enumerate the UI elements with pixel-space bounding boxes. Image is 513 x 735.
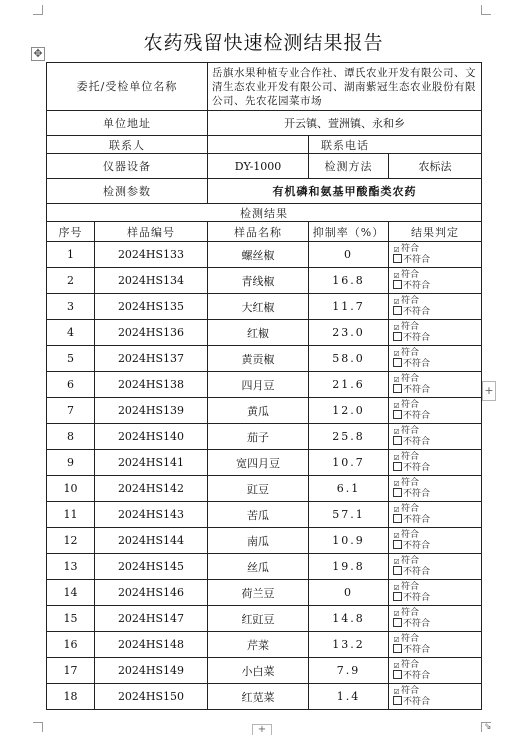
checkbox-icon[interactable]: ☑ [393, 401, 400, 410]
judgement-fail-label: 不符合 [403, 436, 431, 447]
inhibition-rate[interactable]: 6.1 [309, 476, 389, 502]
column-header-no: 序号 [47, 222, 95, 242]
param-value[interactable]: 有机磷和氨基甲酸酯类农药 [208, 179, 482, 204]
judgement-pass-option[interactable] [393, 349, 481, 358]
judgement-pass-option[interactable] [393, 635, 481, 644]
checkbox-icon[interactable]: ☑ [393, 687, 400, 696]
judgement-fail-option[interactable] [393, 332, 481, 343]
sample-id[interactable]: 2024HS135 [95, 294, 208, 320]
table-row [47, 528, 482, 554]
sample-no[interactable]: 1 [47, 242, 95, 268]
client-row [47, 63, 482, 111]
checkbox-icon[interactable] [393, 592, 402, 601]
judgement-fail-option[interactable] [393, 644, 481, 655]
result-rows [47, 242, 482, 710]
inhibition-rate[interactable]: 13.2 [309, 632, 389, 658]
judgement-pass-option[interactable] [393, 297, 481, 306]
checkbox-icon[interactable] [393, 696, 402, 705]
column-header-sample-name: 样品名称 [208, 222, 309, 242]
checkbox-icon[interactable]: ☑ [393, 349, 400, 358]
checkbox-icon[interactable]: ☑ [393, 245, 400, 254]
sample-id[interactable]: 2024HS144 [95, 528, 208, 554]
table-row [47, 268, 482, 294]
judgement-pass-option[interactable] [393, 687, 481, 696]
sample-name[interactable]: 荷兰豆 [208, 580, 309, 606]
page-corner-mark [33, 5, 43, 15]
param-row [47, 179, 482, 204]
judgement-pass-option[interactable] [393, 323, 481, 332]
add-row-icon[interactable]: + [252, 724, 272, 735]
sample-name[interactable]: 大红椒 [208, 294, 309, 320]
checkbox-icon[interactable]: ☑ [393, 531, 400, 540]
inhibition-rate[interactable]: 58.0 [309, 346, 389, 372]
checkbox-icon[interactable] [393, 254, 402, 263]
judgement-cell [389, 320, 482, 346]
judgement-cell [389, 424, 482, 450]
judgement-cell [389, 632, 482, 658]
column-header-row [47, 222, 482, 242]
judgement-pass-label: 符合 [401, 373, 420, 384]
judgement-pass-label: 符合 [401, 607, 420, 618]
checkbox-icon[interactable]: ☑ [393, 505, 400, 514]
sample-id[interactable]: 2024HS141 [95, 450, 208, 476]
judgement-fail-label: 不符合 [403, 410, 431, 421]
judgement-fail-option[interactable] [393, 358, 481, 369]
inhibition-rate[interactable]: 0 [309, 242, 389, 268]
sample-no[interactable]: 11 [47, 502, 95, 528]
judgement-pass-label: 符合 [401, 659, 420, 670]
table-resize-icon[interactable]: ⇘ [484, 722, 492, 732]
method-value[interactable]: 农标法 [389, 154, 482, 179]
judgement-fail-option[interactable] [393, 280, 481, 291]
judgement-pass-label: 符合 [401, 477, 420, 488]
table-row [47, 424, 482, 450]
judgement-cell [389, 268, 482, 294]
checkbox-icon[interactable]: ☑ [393, 479, 400, 488]
checkbox-icon[interactable]: ☑ [393, 661, 400, 670]
contact-row [47, 136, 482, 154]
results-heading-row [47, 204, 482, 222]
inhibition-rate[interactable]: 21.6 [309, 372, 389, 398]
judgement-fail-option[interactable] [393, 462, 481, 473]
judgement-fail-option[interactable] [393, 384, 481, 395]
judgement-pass-label: 符合 [401, 243, 420, 254]
sample-name[interactable]: 南瓜 [208, 528, 309, 554]
judgement-cell [389, 502, 482, 528]
judgement-pass-label: 符合 [401, 347, 420, 358]
sample-no[interactable]: 6 [47, 372, 95, 398]
sample-id[interactable]: 2024HS146 [95, 580, 208, 606]
table-row [47, 346, 482, 372]
judgement-fail-option[interactable] [393, 410, 481, 421]
judgement-pass-label: 符合 [401, 633, 420, 644]
table-row [47, 294, 482, 320]
table-row [47, 450, 482, 476]
sample-no[interactable]: 17 [47, 658, 95, 684]
page-corner-mark [33, 722, 43, 732]
checkbox-icon[interactable]: ☑ [393, 583, 400, 592]
sample-no[interactable]: 2 [47, 268, 95, 294]
judgement-cell [389, 242, 482, 268]
inhibition-rate[interactable]: 16.8 [309, 268, 389, 294]
sample-id[interactable]: 2024HS142 [95, 476, 208, 502]
client-label: 委托/受检单位名称 [47, 63, 208, 111]
judgement-cell [389, 450, 482, 476]
sample-no[interactable]: 14 [47, 580, 95, 606]
sample-no[interactable]: 12 [47, 528, 95, 554]
inhibition-rate[interactable]: 0 [309, 580, 389, 606]
checkbox-icon[interactable] [393, 644, 402, 653]
results-heading: 检测结果 [47, 204, 482, 222]
sample-no[interactable]: 15 [47, 606, 95, 632]
judgement-fail-option[interactable] [393, 436, 481, 447]
checkbox-icon[interactable]: ☑ [393, 453, 400, 462]
contact-value[interactable] [208, 136, 309, 154]
judgement-cell [389, 658, 482, 684]
inhibition-rate[interactable]: 7.9 [309, 658, 389, 684]
judgement-pass-option[interactable] [393, 245, 481, 254]
sample-id[interactable]: 2024HS148 [95, 632, 208, 658]
sample-no[interactable]: 13 [47, 554, 95, 580]
judgement-pass-label: 符合 [401, 581, 420, 592]
phone-label: 联系电话 [309, 136, 482, 154]
table-row [47, 398, 482, 424]
judgement-pass-option[interactable] [393, 557, 481, 566]
judgement-pass-label: 符合 [401, 295, 420, 306]
sample-id[interactable]: 2024HS136 [95, 320, 208, 346]
judgement-fail-option[interactable] [393, 566, 481, 577]
checkbox-icon[interactable] [393, 358, 402, 367]
checkbox-icon[interactable]: ☑ [393, 635, 400, 644]
checkbox-icon[interactable] [393, 540, 402, 549]
sample-name[interactable]: 黄瓜 [208, 398, 309, 424]
judgement-cell [389, 294, 482, 320]
judgement-fail-label: 不符合 [403, 254, 431, 265]
judgement-pass-option[interactable] [393, 271, 481, 280]
judgement-pass-label: 符合 [401, 685, 420, 696]
judgement-pass-label: 符合 [401, 269, 420, 280]
checkbox-icon[interactable] [393, 462, 402, 471]
column-header-inhibition-rate: 抑制率（%） [309, 222, 389, 242]
judgement-cell [389, 554, 482, 580]
judgement-fail-label: 不符合 [403, 644, 431, 655]
sample-no[interactable]: 18 [47, 684, 95, 710]
checkbox-icon[interactable] [393, 332, 402, 341]
instrument-label: 仪器设备 [47, 154, 208, 179]
table-row [47, 632, 482, 658]
judgement-fail-label: 不符合 [403, 384, 431, 395]
judgement-fail-label: 不符合 [403, 696, 431, 707]
table-row [47, 242, 482, 268]
sample-name[interactable]: 四月豆 [208, 372, 309, 398]
checkbox-icon[interactable] [393, 670, 402, 679]
sample-id[interactable]: 2024HS139 [95, 398, 208, 424]
sample-name[interactable]: 苦瓜 [208, 502, 309, 528]
sample-no[interactable]: 9 [47, 450, 95, 476]
checkbox-icon[interactable]: ☑ [393, 375, 400, 384]
sample-name[interactable]: 茄子 [208, 424, 309, 450]
column-header-sample-id: 样品编号 [95, 222, 208, 242]
column-header-judgement: 结果判定 [389, 222, 482, 242]
checkbox-icon[interactable] [393, 488, 402, 497]
judgement-cell [389, 398, 482, 424]
judgement-fail-option[interactable] [393, 488, 481, 499]
sample-id[interactable]: 2024HS143 [95, 502, 208, 528]
sample-id[interactable]: 2024HS150 [95, 684, 208, 710]
report-table [46, 62, 482, 710]
judgement-pass-label: 符合 [401, 425, 420, 436]
judgement-pass-option[interactable] [393, 609, 481, 618]
judgement-pass-option[interactable] [393, 505, 481, 514]
table-move-icon[interactable]: ✥ [31, 47, 45, 61]
table-row [47, 554, 482, 580]
sample-name[interactable]: 小白菜 [208, 658, 309, 684]
judgement-pass-option[interactable] [393, 375, 481, 384]
sample-name[interactable]: 黄贡椒 [208, 346, 309, 372]
judgement-cell [389, 528, 482, 554]
judgement-cell [389, 476, 482, 502]
param-label: 检测参数 [47, 179, 208, 204]
judgement-fail-label: 不符合 [403, 488, 431, 499]
sample-name[interactable]: 红苋菜 [208, 684, 309, 710]
inhibition-rate[interactable]: 12.0 [309, 398, 389, 424]
judgement-fail-option[interactable] [393, 618, 481, 629]
sample-id[interactable]: 2024HS134 [95, 268, 208, 294]
inhibition-rate[interactable]: 57.1 [309, 502, 389, 528]
judgement-fail-label: 不符合 [403, 332, 431, 343]
table-row [47, 476, 482, 502]
table-row [47, 320, 482, 346]
judgement-fail-label: 不符合 [403, 618, 431, 629]
checkbox-icon[interactable] [393, 514, 402, 523]
judgement-pass-option[interactable] [393, 479, 481, 488]
checkbox-icon[interactable] [393, 436, 402, 445]
checkbox-icon[interactable]: ☑ [393, 297, 400, 306]
inhibition-rate[interactable]: 25.8 [309, 424, 389, 450]
table-row [47, 658, 482, 684]
checkbox-icon[interactable]: ☑ [393, 271, 400, 280]
judgement-fail-label: 不符合 [403, 540, 431, 551]
contact-label: 联系人 [47, 136, 208, 154]
judgement-fail-option[interactable] [393, 514, 481, 525]
instrument-row [47, 154, 482, 179]
client-value[interactable]: 岳旗水果种植专业合作社、谭氏农业开发有限公司、文清生态农业开发有限公司、湖南紫冠生态农业股份有限公司、先农花园菜市场 [208, 63, 482, 111]
judgement-fail-label: 不符合 [403, 462, 431, 473]
judgement-fail-label: 不符合 [403, 306, 431, 317]
judgement-pass-option[interactable] [393, 661, 481, 670]
judgement-fail-option[interactable] [393, 670, 481, 681]
sample-no[interactable]: 3 [47, 294, 95, 320]
sample-name[interactable]: 丝瓜 [208, 554, 309, 580]
sample-no[interactable]: 8 [47, 424, 95, 450]
judgement-pass-option[interactable] [393, 531, 481, 540]
inhibition-rate[interactable]: 23.0 [309, 320, 389, 346]
sample-name[interactable]: 芹菜 [208, 632, 309, 658]
sample-id[interactable]: 2024HS137 [95, 346, 208, 372]
checkbox-icon[interactable]: ☑ [393, 557, 400, 566]
checkbox-icon[interactable]: ☑ [393, 323, 400, 332]
inhibition-rate[interactable]: 10.7 [309, 450, 389, 476]
judgement-pass-label: 符合 [401, 451, 420, 462]
checkbox-icon[interactable] [393, 410, 402, 419]
address-value[interactable]: 开云镇、萱洲镇、永和乡 [208, 111, 482, 136]
judgement-fail-option[interactable] [393, 696, 481, 707]
judgement-pass-option[interactable] [393, 453, 481, 462]
judgement-pass-label: 符合 [401, 321, 420, 332]
table-row [47, 580, 482, 606]
judgement-pass-option[interactable] [393, 401, 481, 410]
judgement-cell [389, 372, 482, 398]
inhibition-rate[interactable]: 19.8 [309, 554, 389, 580]
sample-name[interactable]: 螺丝椒 [208, 242, 309, 268]
checkbox-icon[interactable] [393, 566, 402, 575]
judgement-pass-label: 符合 [401, 555, 420, 566]
checkbox-icon[interactable] [393, 306, 402, 315]
sample-id[interactable]: 2024HS147 [95, 606, 208, 632]
sample-name[interactable]: 青线椒 [208, 268, 309, 294]
judgement-fail-option[interactable] [393, 592, 481, 603]
sample-name[interactable]: 红椒 [208, 320, 309, 346]
checkbox-icon[interactable] [393, 280, 402, 289]
judgement-cell [389, 580, 482, 606]
inhibition-rate[interactable]: 1.4 [309, 684, 389, 710]
judgement-fail-label: 不符合 [403, 592, 431, 603]
checkbox-icon[interactable]: ☑ [393, 427, 400, 436]
checkbox-icon[interactable]: ☑ [393, 609, 400, 618]
sample-no[interactable]: 16 [47, 632, 95, 658]
sample-id[interactable]: 2024HS149 [95, 658, 208, 684]
sample-id[interactable]: 2024HS145 [95, 554, 208, 580]
instrument-value[interactable]: DY-1000 [208, 154, 309, 179]
sample-id[interactable]: 2024HS140 [95, 424, 208, 450]
judgement-pass-label: 符合 [401, 529, 420, 540]
judgement-fail-label: 不符合 [403, 514, 431, 525]
address-label: 单位地址 [47, 111, 208, 136]
judgement-fail-option[interactable] [393, 306, 481, 317]
method-label: 检测方法 [309, 154, 389, 179]
judgement-pass-option[interactable] [393, 583, 481, 592]
address-row [47, 111, 482, 136]
sample-id[interactable]: 2024HS138 [95, 372, 208, 398]
judgement-fail-label: 不符合 [403, 670, 431, 681]
sample-no[interactable]: 4 [47, 320, 95, 346]
judgement-fail-label: 不符合 [403, 358, 431, 369]
judgement-fail-label: 不符合 [403, 566, 431, 577]
add-column-icon[interactable]: + [482, 381, 496, 401]
inhibition-rate[interactable]: 10.9 [309, 528, 389, 554]
sample-no[interactable]: 5 [47, 346, 95, 372]
sample-id[interactable]: 2024HS133 [95, 242, 208, 268]
report-title: 农药残留快速检测结果报告 [143, 32, 384, 54]
page-corner-mark [481, 5, 491, 15]
inhibition-rate[interactable]: 11.7 [309, 294, 389, 320]
sample-no[interactable]: 7 [47, 398, 95, 424]
sample-name[interactable]: 豇豆 [208, 476, 309, 502]
judgement-fail-option[interactable] [393, 540, 481, 551]
judgement-pass-label: 符合 [401, 503, 420, 514]
judgement-pass-option[interactable] [393, 427, 481, 436]
sample-name[interactable]: 红豇豆 [208, 606, 309, 632]
sample-no[interactable]: 10 [47, 476, 95, 502]
checkbox-icon[interactable] [393, 384, 402, 393]
table-row [47, 606, 482, 632]
judgement-cell [389, 606, 482, 632]
sample-name[interactable]: 宽四月豆 [208, 450, 309, 476]
inhibition-rate[interactable]: 14.8 [309, 606, 389, 632]
table-row [47, 502, 482, 528]
checkbox-icon[interactable] [393, 618, 402, 627]
judgement-fail-option[interactable] [393, 254, 481, 265]
judgement-cell [389, 346, 482, 372]
table-row [47, 684, 482, 710]
table-row [47, 372, 482, 398]
judgement-fail-label: 不符合 [403, 280, 431, 291]
judgement-pass-label: 符合 [401, 399, 420, 410]
judgement-cell [389, 684, 482, 710]
